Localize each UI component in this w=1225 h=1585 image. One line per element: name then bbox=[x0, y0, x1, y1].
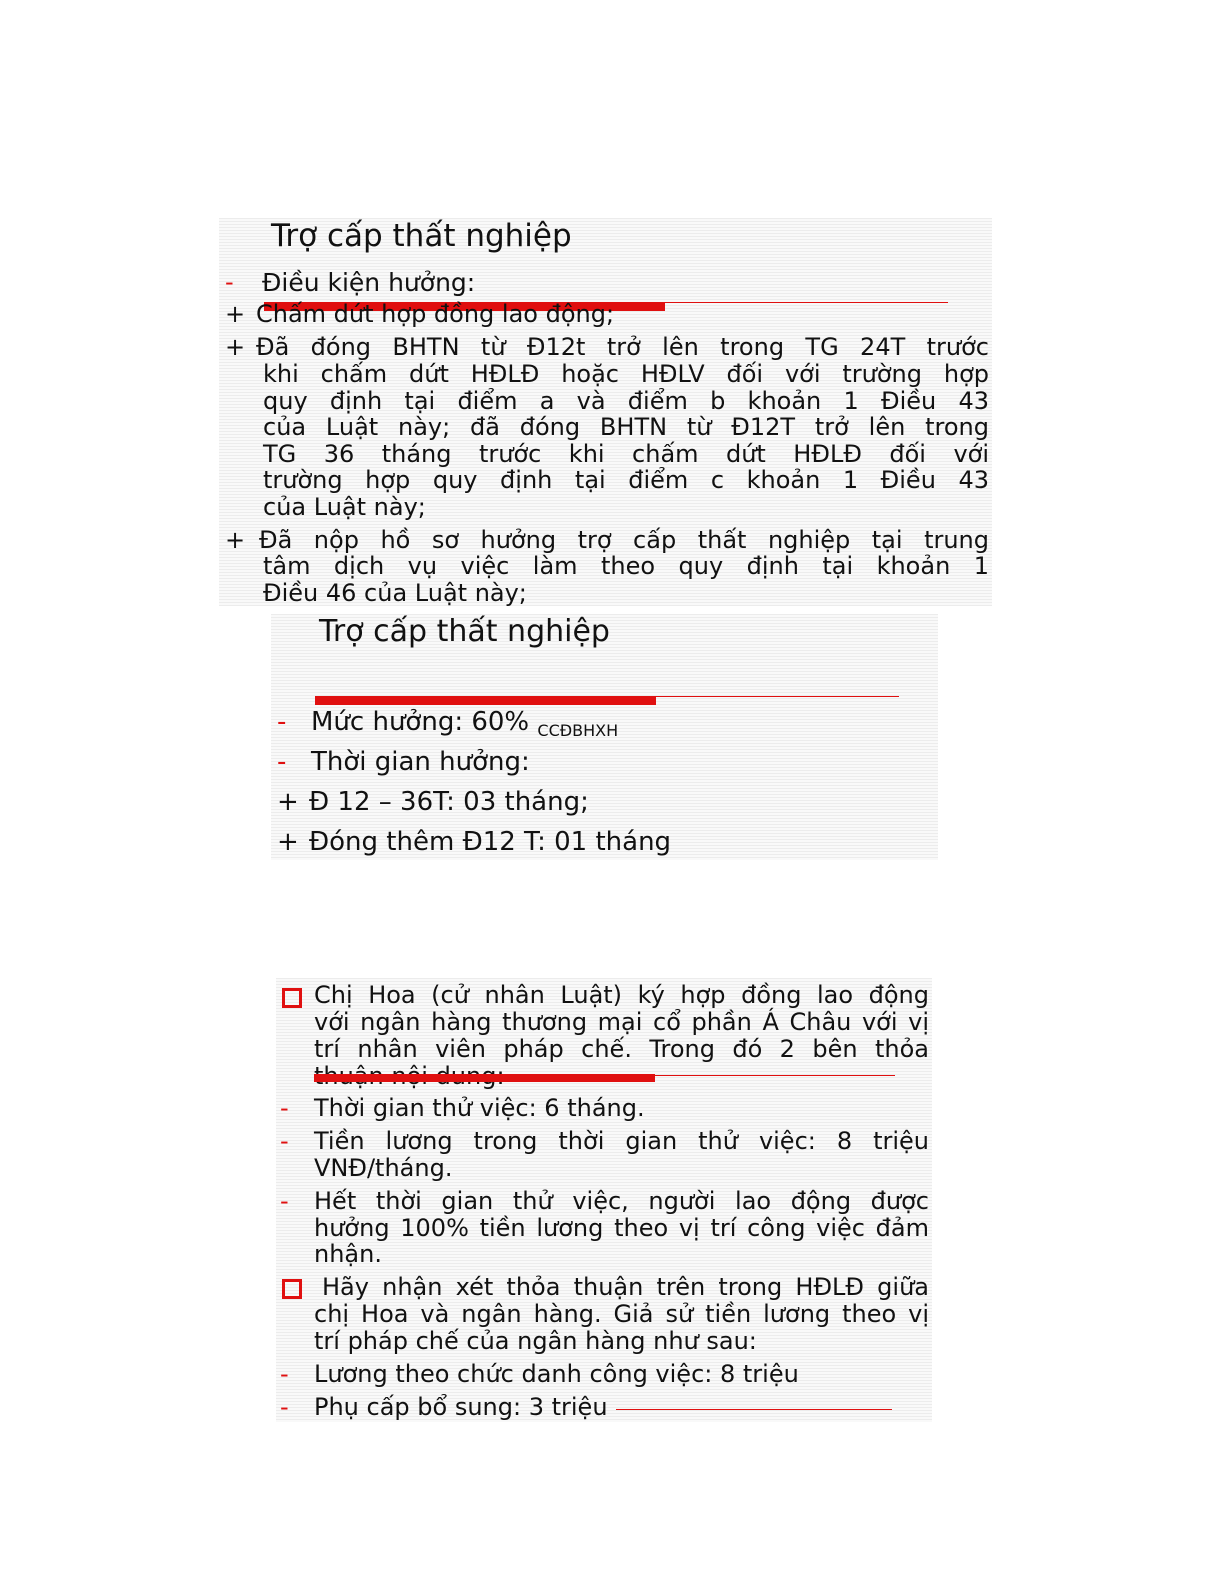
slide-2-muc-huong bbox=[311, 706, 618, 747]
slide-3 bbox=[276, 978, 932, 1422]
slide-3-item-5: Phụ cấp bổ sung: 3 triệu bbox=[314, 1393, 608, 1421]
slide-3-item-2-line: VNĐ/tháng. bbox=[314, 1154, 453, 1182]
slide-2-line-4: Đóng thêm Đ12 T: 01 tháng bbox=[309, 827, 672, 857]
slide-3-item-3-line: hưởng 100% tiền lương theo vị trí công việc đảm bbox=[314, 1214, 929, 1242]
slide-1-plus-1: + bbox=[225, 300, 246, 328]
slide-3-item-3-line: nhận. bbox=[314, 1240, 382, 1268]
slide-2-thin-line bbox=[656, 696, 899, 697]
slide-3-item-1: Thời gian thử việc: 6 tháng. bbox=[314, 1094, 645, 1122]
slide-1-item-2 bbox=[256, 334, 989, 361]
slide-2-title: Trợ cấp thất nghiệp bbox=[319, 614, 610, 649]
square-bullet-icon bbox=[282, 988, 302, 1008]
slide-1-plus-2: + bbox=[225, 333, 246, 361]
square-bullet-icon bbox=[282, 1279, 302, 1299]
slide-3-para-2-line: Hãy nhận xét thỏa thuận trên trong HĐLĐ giữa bbox=[322, 1273, 929, 1301]
slide-2-plus-2: + bbox=[277, 827, 299, 857]
slide-1-plus-3: + bbox=[225, 526, 246, 554]
slide-2-dash-1: - bbox=[277, 707, 287, 737]
slide-1-heading: Điều kiện hưởng: bbox=[262, 268, 476, 297]
slide-1 bbox=[219, 218, 992, 606]
slide-3-dash-4: - bbox=[280, 1360, 289, 1388]
slide-2-dash-2: - bbox=[277, 747, 287, 777]
slide-3-dash-1: - bbox=[280, 1094, 289, 1122]
slide-3-dash-2: - bbox=[280, 1127, 289, 1155]
slide-1-item-2-line: trường hợp quy định tại điểm c khoản 1 Điều 43 bbox=[263, 466, 989, 494]
slide-2-muc-huong-text: Mức hưởng: 60% bbox=[311, 707, 530, 737]
slide-1-item-2-line: TG 36 tháng trước khi chấm dứt HĐLĐ đối với bbox=[263, 440, 989, 468]
slide-3-para-2-line: trí pháp chế của ngân hàng như sau: bbox=[314, 1327, 757, 1355]
slide-1-item-2-line: quy định tại điểm a và điểm b khoản 1 Điều 43 bbox=[263, 387, 989, 415]
slide-3-bottom-line bbox=[616, 1409, 892, 1410]
slide-3-para-1-line: với ngân hàng thương mại cổ phần Á Châu với vị bbox=[314, 1008, 929, 1036]
slide-1-dash: - bbox=[225, 268, 234, 296]
slide-2-thoi-gian: Thời gian hưởng: bbox=[311, 747, 530, 777]
slide-1-item-3-line: Đã nộp hồ sơ hưởng trợ cấp thất nghiệp tại trung bbox=[259, 526, 989, 554]
slide-3-para-2-line: chị Hoa và ngân hàng. Giả sử tiền lương theo vị bbox=[314, 1300, 929, 1328]
slide-1-item-2-line: của Luật này; bbox=[263, 493, 426, 521]
slide-3-dash-5: - bbox=[280, 1393, 289, 1421]
slide-1-item-2-line: Đã đóng BHTN từ Đ12t trở lên trong TG 24T trước bbox=[256, 333, 989, 361]
slide-1-item-2-line: khi chấm dứt HĐLĐ hoặc HĐLV đối với trường hợp bbox=[263, 360, 989, 388]
slide-3-item-3-line: Hết thời gian thử việc, người lao động được bbox=[314, 1187, 929, 1215]
slide-3-red-bar bbox=[314, 1074, 655, 1082]
slide-1-item-3-line: Điều 46 của Luật này; bbox=[263, 579, 527, 607]
slide-1-item-2-line: của Luật này; đã đóng BHTN từ Đ12T trở lên trong bbox=[263, 413, 989, 441]
slide-2-line-3: Đ 12 – 36T: 03 tháng; bbox=[309, 787, 589, 817]
slide-3-item-4: Lương theo chức danh công việc: 8 triệu bbox=[314, 1360, 799, 1388]
slide-2-plus-1: + bbox=[277, 787, 299, 817]
slide-1-thin-line bbox=[665, 302, 948, 303]
slide-3-thin-line bbox=[655, 1075, 895, 1076]
slide-1-item-3-line: tâm dịch vụ việc làm theo quy định tại khoản 1 bbox=[263, 552, 989, 580]
slide-2-muc-huong-sub: CCĐBHXH bbox=[537, 721, 619, 740]
slide-1-title: Trợ cấp thất nghiệp bbox=[271, 218, 572, 254]
slide-1-item-1: Chấm dứt hợp đồng lao động; bbox=[256, 300, 615, 328]
slide-3-para-1-line: trí nhân viên pháp chế. Trong đó 2 bên thỏa bbox=[314, 1035, 929, 1063]
slide-3-para-1-line: Chị Hoa (cử nhân Luật) ký hợp đồng lao động bbox=[314, 981, 929, 1009]
slide-2-red-bar bbox=[315, 696, 656, 705]
slide-3-item-2-line: Tiền lương trong thời gian thử việc: 8 triệu bbox=[314, 1127, 929, 1155]
slide-3-dash-3: - bbox=[280, 1187, 289, 1215]
slide-2 bbox=[271, 614, 938, 860]
